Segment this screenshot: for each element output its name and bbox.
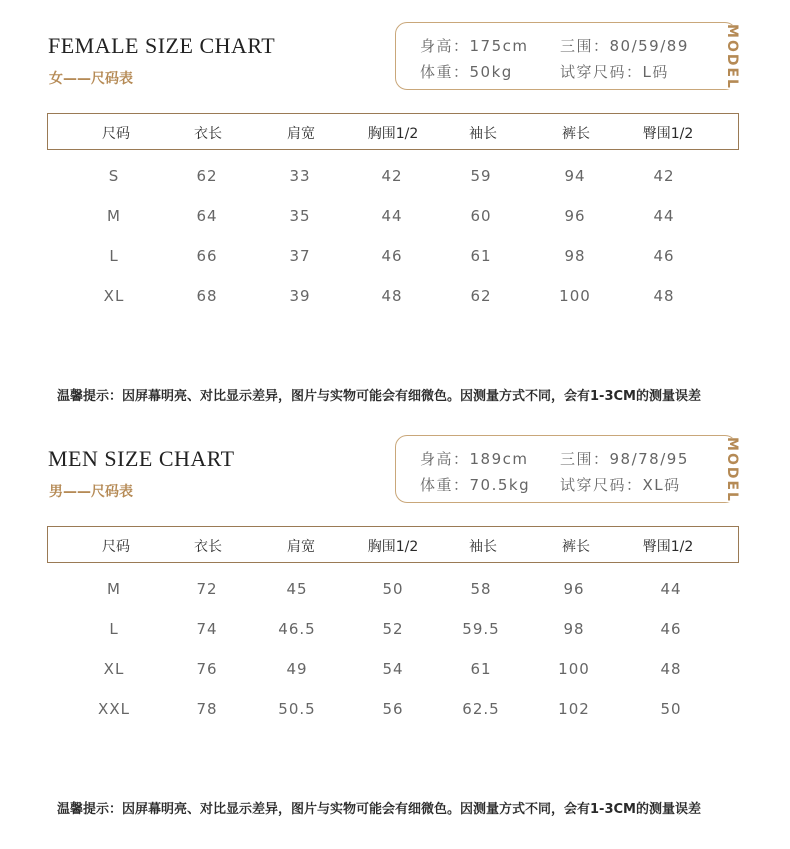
cell-length: 64 bbox=[196, 207, 218, 225]
header-sleeve: 袖长 bbox=[469, 539, 497, 555]
female-chart-title: FEMALE SIZE CHART bbox=[48, 33, 276, 58]
cell-hip: 48 bbox=[653, 287, 675, 305]
table-row bbox=[47, 660, 739, 700]
cell-pants-length: 96 bbox=[564, 207, 586, 225]
cell-sleeve: 59.5 bbox=[462, 620, 500, 638]
cell-shoulder: 39 bbox=[289, 287, 311, 305]
header-size: 尺码 bbox=[102, 126, 130, 142]
cell-length: 74 bbox=[196, 620, 218, 638]
cell-sleeve: 62 bbox=[470, 287, 492, 305]
cell-sleeve: 61 bbox=[470, 247, 492, 265]
cell-length: 66 bbox=[196, 247, 218, 265]
cell-chest: 48 bbox=[381, 287, 403, 305]
male-notice: 温馨提示：因屏幕明亮、对比显示差异，图片与实物可能会有细微色。因测量方式不同，会有1-3CM的测量误差 bbox=[57, 802, 701, 817]
cell-size: M bbox=[107, 580, 121, 598]
cell-shoulder: 50.5 bbox=[278, 700, 316, 718]
header-pants-length: 裤长 bbox=[562, 539, 590, 555]
table-row bbox=[47, 620, 739, 660]
cell-chest: 42 bbox=[381, 167, 403, 185]
cell-size: L bbox=[109, 247, 119, 265]
cell-chest: 56 bbox=[382, 700, 404, 718]
model-row-1 bbox=[420, 448, 689, 469]
cell-size: XL bbox=[103, 660, 125, 678]
male-table-header bbox=[47, 526, 739, 563]
male-chart-title: MEN SIZE CHART bbox=[48, 446, 235, 471]
cell-shoulder: 33 bbox=[289, 167, 311, 185]
female-table-header bbox=[47, 113, 739, 150]
model-vertical-label bbox=[722, 25, 742, 89]
header-length: 衣长 bbox=[194, 539, 222, 555]
header-pants-length: 裤长 bbox=[562, 126, 590, 142]
cell-length: 72 bbox=[196, 580, 218, 598]
header-chest: 胸围1/2 bbox=[367, 539, 419, 555]
model-row-2 bbox=[420, 474, 681, 495]
header-shoulder: 肩宽 bbox=[287, 126, 315, 142]
header-hip: 臀围1/2 bbox=[642, 126, 694, 142]
cell-hip: 44 bbox=[660, 580, 682, 598]
cell-shoulder: 46.5 bbox=[278, 620, 316, 638]
cell-sleeve: 58 bbox=[470, 580, 492, 598]
cell-pants-length: 96 bbox=[563, 580, 585, 598]
cell-length: 62 bbox=[196, 167, 218, 185]
model-row-1 bbox=[420, 35, 689, 56]
model-height: 身高：175cm bbox=[420, 37, 529, 55]
cell-sleeve: 60 bbox=[470, 207, 492, 225]
cell-sleeve: 59 bbox=[470, 167, 492, 185]
cell-hip: 46 bbox=[660, 620, 682, 638]
header-hip: 臀围1/2 bbox=[642, 539, 694, 555]
table-row bbox=[47, 700, 739, 740]
header-shoulder: 肩宽 bbox=[287, 539, 315, 555]
model-row-2 bbox=[420, 61, 669, 82]
cell-size: XL bbox=[103, 287, 125, 305]
model-weight: 体重：50kg bbox=[420, 63, 513, 81]
cell-length: 68 bbox=[196, 287, 218, 305]
cell-chest: 54 bbox=[382, 660, 404, 678]
table-row bbox=[47, 167, 739, 207]
header-size: 尺码 bbox=[102, 539, 130, 555]
male-chart-subtitle: 男——尺码表 bbox=[49, 484, 133, 500]
model-fit-size: 试穿尺码：L码 bbox=[560, 63, 669, 81]
cell-size: L bbox=[109, 620, 119, 638]
header-chest: 胸围1/2 bbox=[367, 126, 419, 142]
cell-pants-length: 100 bbox=[558, 660, 590, 678]
cell-sleeve: 62.5 bbox=[462, 700, 500, 718]
table-row bbox=[47, 287, 739, 327]
cell-hip: 48 bbox=[660, 660, 682, 678]
table-row bbox=[47, 580, 739, 620]
cell-length: 76 bbox=[196, 660, 218, 678]
cell-shoulder: 49 bbox=[286, 660, 308, 678]
cell-chest: 44 bbox=[381, 207, 403, 225]
model-fit-size: 试穿尺码：XL码 bbox=[560, 476, 681, 494]
cell-size: XXL bbox=[98, 700, 130, 718]
table-row bbox=[47, 207, 739, 247]
cell-pants-length: 94 bbox=[564, 167, 586, 185]
male-model-info bbox=[395, 435, 740, 503]
cell-shoulder: 45 bbox=[286, 580, 308, 598]
cell-hip: 50 bbox=[660, 700, 682, 718]
cell-chest: 46 bbox=[381, 247, 403, 265]
cell-length: 78 bbox=[196, 700, 218, 718]
model-weight: 体重：70.5kg bbox=[420, 476, 531, 494]
model-vertical-label bbox=[722, 438, 742, 502]
cell-pants-length: 100 bbox=[559, 287, 591, 305]
model-label: MODEL bbox=[724, 24, 740, 90]
cell-hip: 44 bbox=[653, 207, 675, 225]
model-label: MODEL bbox=[724, 437, 740, 503]
cell-size: S bbox=[108, 167, 120, 185]
cell-size: M bbox=[107, 207, 121, 225]
cell-shoulder: 35 bbox=[289, 207, 311, 225]
table-row bbox=[47, 247, 739, 287]
cell-hip: 46 bbox=[653, 247, 675, 265]
header-length: 衣长 bbox=[194, 126, 222, 142]
model-measurements: 三围：80/59/89 bbox=[560, 37, 689, 55]
cell-chest: 52 bbox=[382, 620, 404, 638]
cell-hip: 42 bbox=[653, 167, 675, 185]
cell-chest: 50 bbox=[382, 580, 404, 598]
cell-pants-length: 102 bbox=[558, 700, 590, 718]
cell-shoulder: 37 bbox=[289, 247, 311, 265]
cell-pants-length: 98 bbox=[563, 620, 585, 638]
model-measurements: 三围：98/78/95 bbox=[560, 450, 689, 468]
cell-sleeve: 61 bbox=[470, 660, 492, 678]
female-notice: 温馨提示：因屏幕明亮、对比显示差异，图片与实物可能会有细微色。因测量方式不同，会有1-3CM的测量误差 bbox=[57, 389, 701, 404]
header-sleeve: 袖长 bbox=[469, 126, 497, 142]
female-chart-subtitle: 女——尺码表 bbox=[49, 71, 133, 87]
female-model-info bbox=[395, 22, 740, 90]
cell-pants-length: 98 bbox=[564, 247, 586, 265]
model-height: 身高：189cm bbox=[420, 450, 529, 468]
